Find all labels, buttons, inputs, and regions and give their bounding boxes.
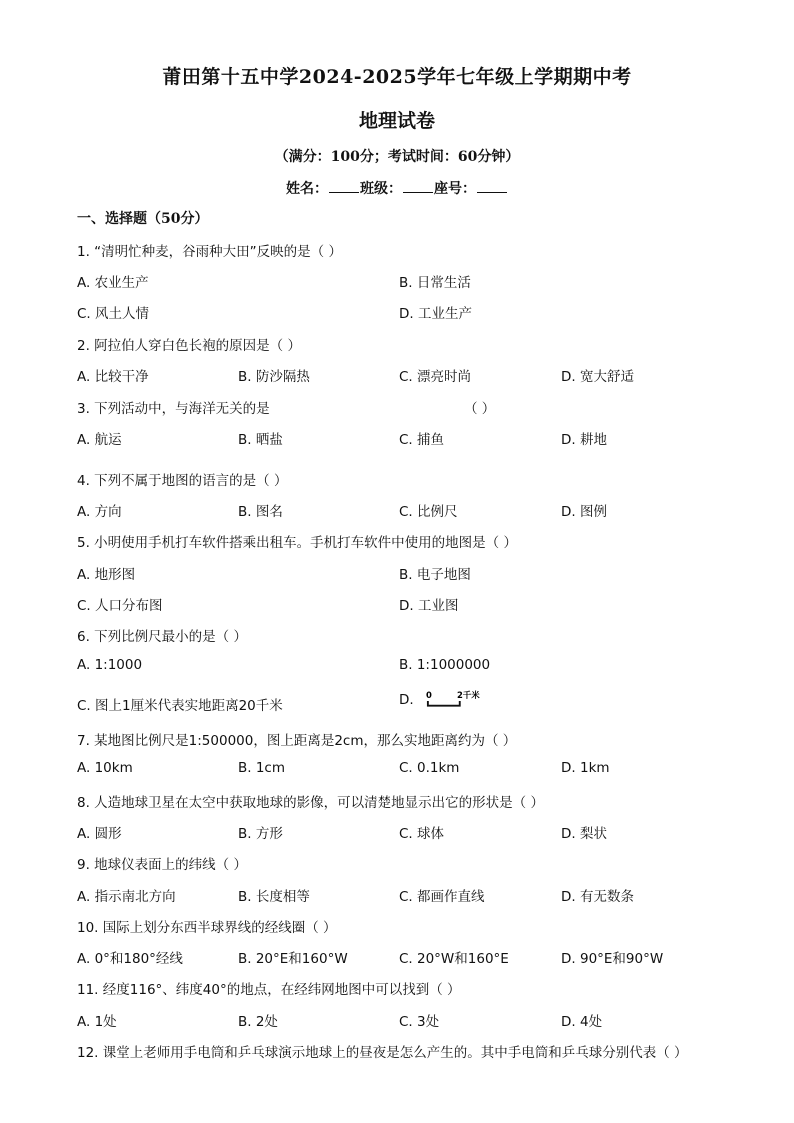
option-d: D. 有无数条 bbox=[561, 889, 634, 905]
option-b: B. 长度相等 bbox=[238, 889, 310, 905]
option-c: C. 人口分布图 bbox=[77, 598, 163, 614]
scale-bar-end: 2千米 bbox=[456, 690, 480, 701]
option-a: A. 航运 bbox=[77, 432, 122, 448]
option-b: B. 1:1000000 bbox=[399, 657, 491, 673]
option-c: C. 20°W和160°E bbox=[399, 951, 509, 967]
seat-label: 座号： bbox=[434, 181, 476, 197]
option-c: C. 风土人情 bbox=[77, 306, 150, 322]
option-b: B. 电子地图 bbox=[399, 567, 471, 583]
question-stem: 12. 课堂上老师用手电筒和乒乓球演示地球上的昼夜是怎么产生的。其中手电筒和乒乓球分别代表（ ） bbox=[77, 1045, 688, 1061]
option-d: D. 工业图 bbox=[399, 598, 459, 614]
seat-blank[interactable] bbox=[477, 178, 507, 193]
option-c: C. 球体 bbox=[399, 826, 445, 842]
scale-bar-icon bbox=[426, 690, 486, 710]
question-stem: 4. 下列不属于地图的语言的是（ ） bbox=[77, 473, 288, 489]
option-c: C. 比例尺 bbox=[399, 504, 458, 520]
question-stem: 5. 小明使用手机打车软件搭乘出租车。手机打车软件中使用的地图是（ ） bbox=[77, 535, 517, 551]
option-a: A. 地形图 bbox=[77, 567, 136, 583]
question-stem: 3. 下列活动中，与海洋无关的是 bbox=[77, 401, 270, 417]
option-d: D. 90°E和90°W bbox=[561, 951, 664, 967]
option-b: B. 晒盐 bbox=[238, 432, 283, 448]
option-c: C. 0.1km bbox=[399, 760, 460, 776]
name-label: 姓名： bbox=[286, 181, 328, 197]
exam-title: 莆田第十五中学2024-2025学年七年级上学期期中考 bbox=[162, 66, 632, 88]
option-d: D. 耕地 bbox=[561, 432, 607, 448]
option-a: A. 0°和180°经线 bbox=[77, 951, 183, 967]
option-d: D. 4处 bbox=[561, 1014, 603, 1030]
option-d: D. bbox=[399, 692, 414, 708]
option-a: A. 比较干净 bbox=[77, 369, 149, 385]
exam-subject: 地理试卷 bbox=[358, 110, 435, 132]
option-d: D. 宽大舒适 bbox=[561, 369, 634, 385]
option-d-row bbox=[399, 690, 486, 710]
option-d: D. 工业生产 bbox=[399, 306, 472, 322]
option-c: C. 图上1厘米代表实地距离20千米 bbox=[77, 698, 283, 714]
option-c: C. 漂亮时尚 bbox=[399, 369, 472, 385]
option-a: A. 圆形 bbox=[77, 826, 122, 842]
option-c: C. 3处 bbox=[399, 1014, 440, 1030]
option-a: A. 指示南北方向 bbox=[77, 889, 176, 905]
option-c: C. 捕鱼 bbox=[399, 432, 445, 448]
option-b: B. 日常生活 bbox=[399, 275, 471, 291]
option-a: A. 10km bbox=[77, 760, 133, 776]
option-c: C. 都画作直线 bbox=[399, 889, 485, 905]
class-blank[interactable] bbox=[403, 178, 433, 193]
question-stem: 11. 经度116°、纬度40°的地点，在经纬网地图中可以找到（ ） bbox=[77, 982, 461, 998]
option-b: B. 图名 bbox=[238, 504, 283, 520]
option-a: A. 方向 bbox=[77, 504, 122, 520]
question-stem: 1. “清明忙种麦，谷雨种大田”反映的是（ ） bbox=[77, 244, 342, 260]
option-d: D. 1km bbox=[561, 760, 610, 776]
option-d: D. 图例 bbox=[561, 504, 607, 520]
option-a: A. 1处 bbox=[77, 1014, 117, 1030]
student-info bbox=[0, 178, 794, 198]
question-stem: 7. 某地图比例尺是1:500000，图上距离是2cm，那么实地距离约为（ ） bbox=[77, 733, 517, 749]
option-b: B. 1cm bbox=[238, 760, 286, 776]
name-blank[interactable] bbox=[329, 178, 359, 193]
section-heading: 一、选择题（50分） bbox=[77, 211, 209, 227]
question-stem: 10. 国际上划分东西半球界线的经线圈（ ） bbox=[77, 920, 337, 936]
option-a: A. 1:1000 bbox=[77, 657, 143, 673]
question-stem: 2. 阿拉伯人穿白色长袍的原因是（ ） bbox=[77, 338, 301, 354]
option-a: A. 农业生产 bbox=[77, 275, 149, 291]
option-b: B. 方形 bbox=[238, 826, 283, 842]
answer-paren: （ ） bbox=[464, 401, 496, 417]
exam-meta: （满分：100分；考试时间：60分钟） bbox=[274, 149, 520, 165]
question-stem: 6. 下列比例尺最小的是（ ） bbox=[77, 629, 247, 645]
scale-bar-zero: 0 bbox=[425, 690, 432, 701]
class-label: 班级： bbox=[360, 181, 402, 197]
option-b: B. 防沙隔热 bbox=[238, 369, 310, 385]
question-stem: 9. 地球仪表面上的纬线（ ） bbox=[77, 857, 247, 873]
scale-bar-line bbox=[428, 701, 460, 706]
option-b: B. 20°E和160°W bbox=[238, 951, 348, 967]
question-stem: 8. 人造地球卫星在太空中获取地球的影像，可以清楚地显示出它的形状是（ ） bbox=[77, 795, 544, 811]
option-d: D. 梨状 bbox=[561, 826, 607, 842]
option-b: B. 2处 bbox=[238, 1014, 278, 1030]
